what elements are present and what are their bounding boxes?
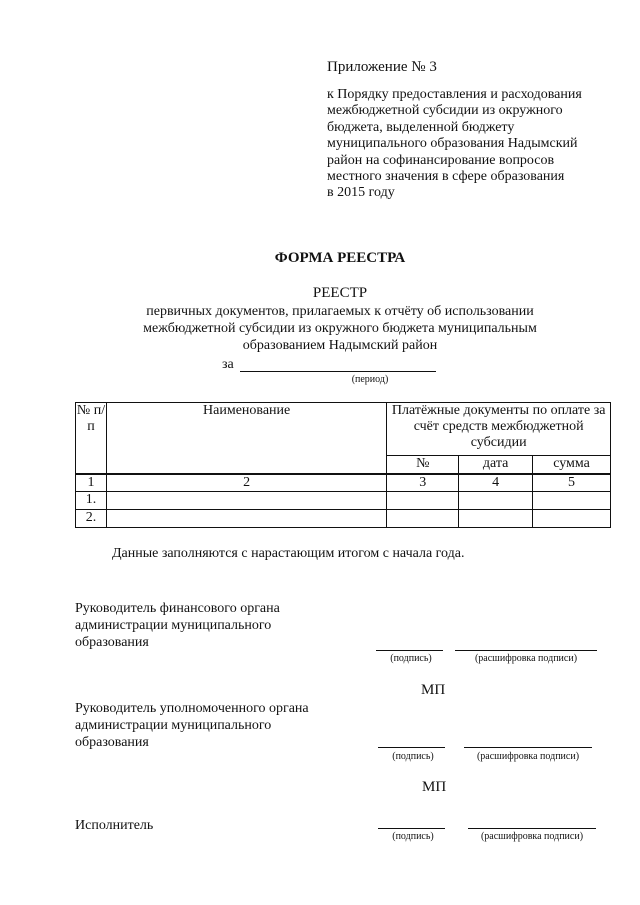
signature-caption: (подпись) — [392, 751, 434, 762]
decode-caption: (расшифровка подписи) — [480, 831, 584, 842]
register-subtitle-line: межбюджетной субсидии из окружного бюджета муниципальным — [143, 321, 537, 336]
register-subtitle-line: первичных документов, прилагаемых к отчёту об использовании — [146, 304, 534, 319]
register-table — [75, 402, 611, 528]
period-caption: (период) — [351, 374, 389, 385]
stamp-mark: МП — [421, 682, 446, 698]
signature-caption: (подпись) — [392, 831, 434, 842]
table-row — [76, 510, 611, 528]
signatory-finance-head — [75, 600, 280, 651]
column-number: 1 — [76, 474, 107, 492]
decode-line — [455, 650, 597, 651]
form-title: ФОРМА РЕЕСТРА — [274, 250, 406, 266]
role-line: образования — [75, 735, 149, 750]
note: Данные заполняются с нарастающим итогом с начала года. — [112, 546, 465, 561]
signatory-executor — [75, 817, 153, 834]
role-line: Исполнитель — [75, 818, 154, 833]
column-number: 5 — [533, 474, 611, 492]
annex-line: муниципального образования Надымский — [327, 136, 578, 152]
col-header-name: Наименование — [106, 403, 386, 475]
annex-line: в 2015 году — [327, 185, 395, 201]
period-label: за — [222, 357, 234, 372]
column-number: 2 — [106, 474, 386, 492]
annex-line: местного значения в сфере образования — [327, 169, 565, 185]
signature-line — [378, 828, 445, 829]
signature-line — [376, 650, 443, 651]
annex-line: к Порядку предоставления и расходования — [327, 87, 582, 102]
table-row — [76, 492, 611, 510]
role-line: Руководитель финансового органа — [75, 601, 280, 616]
col-header-number: № п/п — [76, 403, 107, 475]
empty-cell — [533, 492, 611, 510]
subheader-date: дата — [459, 456, 533, 475]
period-line — [240, 371, 436, 372]
role-line: администрации муниципального — [75, 618, 272, 633]
register-subtitle-line: образованием Надымский район — [242, 338, 438, 353]
register-title: РЕЕСТР — [312, 285, 368, 301]
decode-line — [468, 828, 596, 829]
annex-line: межбюджетной субсидии из окружного — [327, 103, 563, 119]
role-line: образования — [75, 635, 149, 650]
empty-cell — [459, 492, 533, 510]
signature-caption: (подпись) — [390, 653, 432, 664]
role-line: администрации муниципального — [75, 718, 272, 733]
annex-line: район на софинансирование вопросов — [327, 152, 555, 168]
annex-title: Приложение № 3 — [327, 59, 437, 75]
row-number: 1. — [76, 492, 107, 510]
subheader-sum: сумма — [533, 456, 611, 475]
role-line: Руководитель уполномоченного органа — [75, 701, 309, 716]
annex-description — [327, 87, 617, 202]
decode-caption: (расшифровка подписи) — [474, 653, 578, 664]
signature-line — [378, 747, 445, 748]
col-header-payments: Платёжные документы по оплате за счёт средств межбюджетной субсидии — [387, 403, 611, 456]
register-subtitle — [90, 303, 590, 354]
empty-cell — [533, 510, 611, 528]
stamp-mark: МП — [422, 779, 447, 795]
annex-line: бюджета, выделенной бюджету — [327, 119, 515, 135]
decode-caption: (расшифровка подписи) — [476, 751, 580, 762]
empty-cell — [387, 492, 459, 510]
empty-cell — [106, 492, 386, 510]
column-number: 3 — [387, 474, 459, 492]
column-number: 4 — [459, 474, 533, 492]
empty-cell — [459, 510, 533, 528]
row-number: 2. — [76, 510, 107, 528]
signatory-authorized-head — [75, 700, 309, 751]
decode-line — [464, 747, 592, 748]
empty-cell — [387, 510, 459, 528]
empty-cell — [106, 510, 386, 528]
subheader-doc-number: № — [387, 456, 459, 475]
